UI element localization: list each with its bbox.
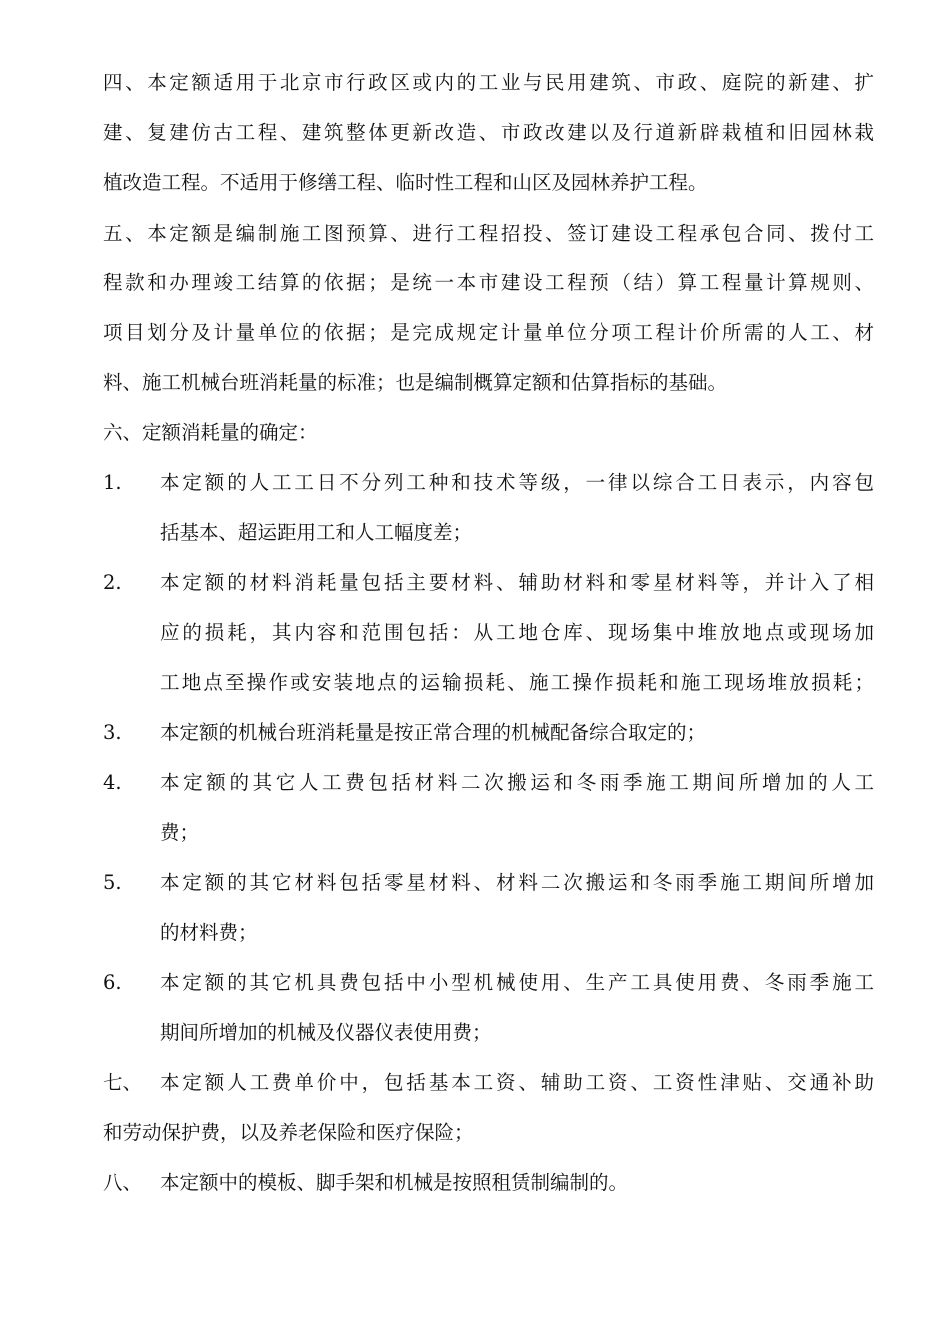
item-2-line-1: 本定额的材料消耗量包括主要材料、辅助材料和零星材料等，并计入了相 xyxy=(160,571,874,594)
item-5-line-1: 本定额的其它材料包括零星材料、材料二次搬运和冬雨季施工期间所增加 xyxy=(160,871,874,894)
item-4-line-2: 费； xyxy=(160,821,200,844)
section-four-line-2: 建、复建仿古工程、建筑整体更新改造、市政改建以及行道新辟栽植和旧园林栽 xyxy=(103,121,874,144)
item-3-number: 3. xyxy=(103,721,122,744)
item-1-number: 1. xyxy=(103,471,122,494)
section-five-line-4: 料、施工机械台班消耗量的标准；也是编制概算定额和估算指标的基础。 xyxy=(103,371,728,394)
section-four-line-1: 四、本定额适用于北京市行政区或内的工业与民用建筑、市政、庭院的新建、扩 xyxy=(103,71,874,94)
item-2-line-2: 应的损耗，其内容和范围包括：从工地仓库、现场集中堆放地点或现场加 xyxy=(160,621,874,644)
item-4-line-1: 本定额的其它人工费包括材料二次搬运和冬雨季施工期间所增加的人工 xyxy=(160,771,874,794)
section-six-heading: 六、定额消耗量的确定： xyxy=(103,421,318,444)
item-1-line-1: 本定额的人工工日不分列工种和技术等级，一律以综合工日表示，内容包 xyxy=(160,471,874,494)
item-6-number: 6. xyxy=(103,971,122,994)
section-five-line-3: 项目划分及计量单位的依据；是完成规定计量单位分项工程计价所需的人工、材 xyxy=(103,321,874,344)
section-five-line-1: 五、本定额是编制施工图预算、进行工程招投、签订建设工程承包合同、拨付工 xyxy=(103,222,874,245)
section-four-line-3: 植改造工程。不适用于修缮工程、临时性工程和山区及园林养护工程。 xyxy=(103,171,708,194)
item-5-line-2: 的材料费； xyxy=(160,921,258,944)
item-3-line-1: 本定额的机械台班消耗量是按正常合理的机械配备综合取定的； xyxy=(160,721,707,744)
item-4-number: 4. xyxy=(103,771,122,794)
section-seven-label: 七、 xyxy=(103,1071,143,1094)
section-five-line-2: 程款和办理竣工结算的依据；是统一本市建设工程预（结）算工程量计算规则、 xyxy=(103,271,874,294)
section-seven-line-1: 本定额人工费单价中，包括基本工资、辅助工资、工资性津贴、交通补助 xyxy=(160,1071,874,1094)
item-2-line-3: 工地点至操作或安装地点的运输损耗、施工操作损耗和施工现场堆放损耗； xyxy=(160,671,874,694)
item-6-line-2: 期间所增加的机械及仪器仪表使用费； xyxy=(160,1021,492,1044)
item-1-line-2: 括基本、超运距用工和人工幅度差； xyxy=(160,521,473,544)
item-6-line-1: 本定额的其它机具费包括中小型机械使用、生产工具使用费、冬雨季施工 xyxy=(160,971,874,994)
section-seven-line-2: 和劳动保护费，以及养老保险和医疗保险； xyxy=(103,1121,474,1144)
section-eight-line-1: 本定额中的模板、脚手架和机械是按照租赁制编制的。 xyxy=(160,1171,629,1194)
item-2-number: 2. xyxy=(103,571,122,594)
item-5-number: 5. xyxy=(103,871,122,894)
section-eight-label: 八、 xyxy=(103,1171,143,1194)
